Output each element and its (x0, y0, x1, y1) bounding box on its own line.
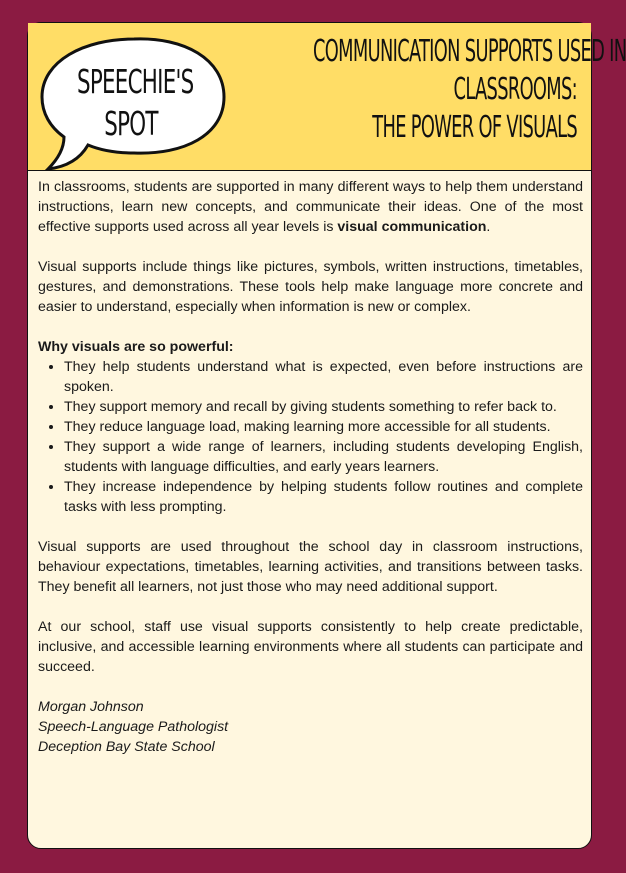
list-item: • They support a wide range of learners, including students developing English, students with language difficulties, and early years learners. (64, 437, 583, 477)
why-list (38, 357, 583, 517)
list-item: • They increase independence by helping students follow routines and complete tasks with less prompting. (64, 477, 583, 517)
title-line3: THE POWER OF VISUALS (372, 110, 577, 145)
header-banner (28, 23, 626, 171)
paragraph-4: At our school, staff use visual supports consistently to help create predictable, inclusive, and accessible learning environments where all students can participate and succeed. (38, 619, 583, 675)
title-line2: CLASSROOMS: (453, 72, 577, 107)
paragraph-2: Visual supports include things like pictures, symbols, written instructions, timetables, gestures, and demonstrations. These tools help make language more concrete and easier to understand, especially when information is new or complex. (38, 259, 583, 315)
intro-paragraph (38, 177, 583, 237)
intro-bold: visual communication (337, 219, 487, 235)
list-item: • They reduce language load, making learning more accessible for all students. (64, 417, 583, 437)
why-heading: Why visuals are so powerful: (38, 339, 234, 355)
newsletter-card (27, 22, 626, 849)
signature-role: Speech-Language Pathologist (38, 719, 229, 735)
title-line1: COMMUNICATION SUPPORTS USED IN (313, 34, 626, 69)
signature-name: Morgan Johnson (38, 699, 144, 715)
article-body (38, 177, 583, 757)
intro-text-end: . (486, 219, 491, 235)
logo-line2: SPOT (104, 104, 158, 143)
page-title (313, 33, 626, 147)
logo-text (77, 61, 194, 145)
speech-bubble-logo (34, 31, 234, 177)
signature-school: Deception Bay State School (38, 739, 215, 755)
intro-text: In classrooms, students are supported in many different ways to help them understand instructions, learn new concepts, and communicate their ideas. One of the most effective supports used across all year levels is (38, 179, 583, 235)
paragraph-3: Visual supports are used throughout the school day in classroom instructions, behaviour expectations, timetables, learning activities, and transitions between tasks. They benefit all learners, not just those who may need additional support. (38, 539, 583, 595)
list-item: • They help students understand what is expected, even before instructions are spoken. (64, 357, 583, 397)
list-item: • They support memory and recall by giving students something to refer back to. (64, 397, 583, 417)
logo-line1: SPEECHIE'S (77, 62, 194, 101)
